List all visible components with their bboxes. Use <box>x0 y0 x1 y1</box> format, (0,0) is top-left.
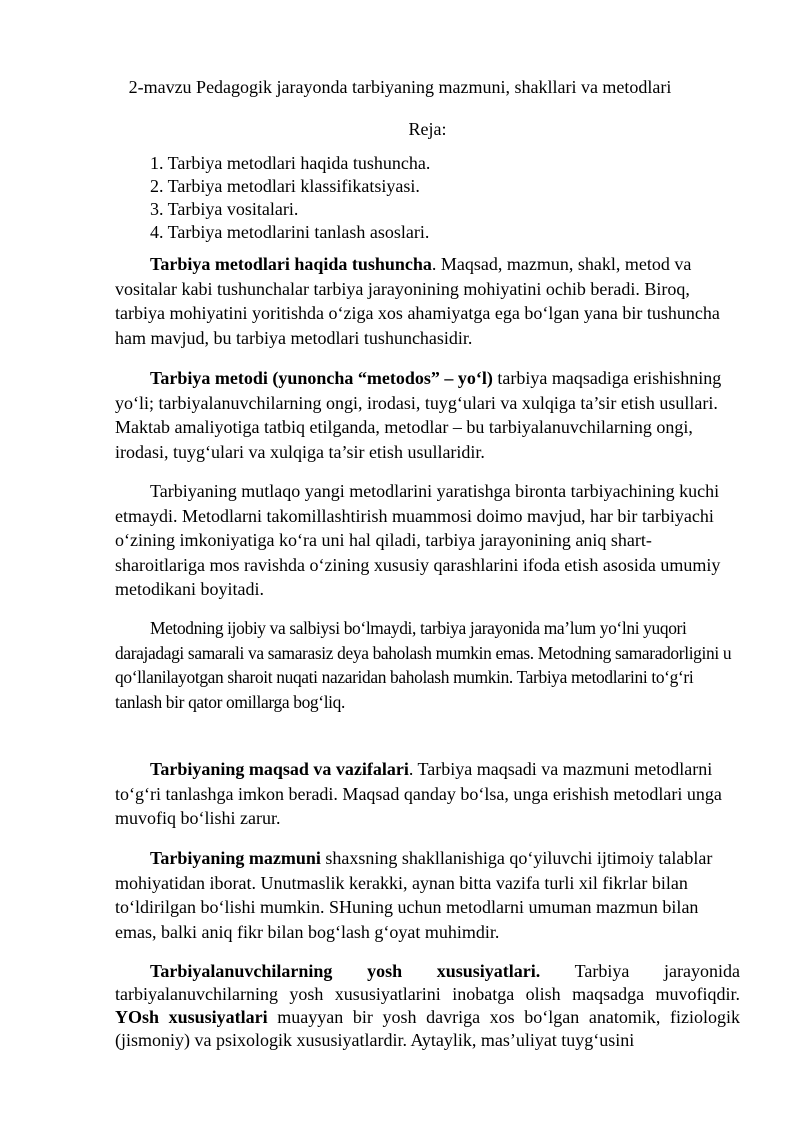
plan-item: 2. Tarbiya metodlari klassifikatsiyasi. <box>150 176 420 196</box>
paragraph-goals <box>115 757 735 831</box>
paragraph-text: Metodning ijobiy va salbiysi bo‘lmaydi, tarbiya jarayonida ma’lum yo‘lni yuqori darajadagi samarali va samarasiz deya baholash mumkin emas. Metodning samaradorligini u qo‘llanilayotgan sharoit nuqati nazaridan baholash mumkin. Tarbiya metodlarini to‘g‘ri tanlash bir qator omillarga bog‘liq. <box>115 618 732 712</box>
paragraph-lead: Tarbiyalanuvchilarning yosh xususiyatlari. <box>150 961 541 981</box>
paragraph-text: tarbiya maqsadiga erishishning yo‘li; tarbiyalanuvchilarning ongi, irodasi, tuyg‘ulari va xulqiga ta’sir etish usullari. Maktab amaliyotiga tatbiq etilganda, metodlar – bu tarbiyalanuvchilarning ongi, irodasi, tuyg‘ulari va xulqiga ta’sir etish usullaridir. <box>115 368 722 462</box>
paragraph-lead: Tarbiya metodi (yunoncha “metodos” – yo‘l) <box>150 368 493 388</box>
paragraph-text: Tarbiya jarayonida tarbiyalanuvchilarning yosh xususiyatlarini inobatga olish maqsadga muvofiqdir. <box>115 961 740 1004</box>
paragraph-text: Tarbiyaning mutlaqo yangi metodlarini yaratishga bironta tarbiyachining kuchi etmaydi. Metodlarni takomillashtirish muammosi doimo mavjud, har bir tarbiyachi o‘zining imkoniyatiga ko‘ra uni hal qiladi, tarbiya jarayonining aniq shart-sharoitlariga mos ravishda o‘zining xususiy qarashlarini ifoda etish asosida umumiy metodikani boyitadi. <box>115 481 721 599</box>
paragraph-text: . Maqsad, mazmun, shakl, metod va vositalar kabi tushunchalar tarbiya jarayonining mohiyatini ochib beradi. Biroq, tarbiya mohiyatini yoritishda o‘ziga xos ahamiyatga ega bo‘lgan yana bir tushuncha ham mavjud, bu tarbiya metodlari tushunchasidir. <box>115 254 720 348</box>
plan-item: 4. Tarbiya metodlarini tanlash asoslari. <box>150 222 430 242</box>
paragraph-method-efficiency <box>115 616 735 714</box>
paragraph-new-methods <box>115 479 735 602</box>
document-title: 2-mavzu Pedagogik jarayonda tarbiyaning mazmuni, shakllari va metodlari <box>128 77 672 97</box>
paragraph-content <box>115 846 735 944</box>
paragraph-text: muayyan bir yosh davriga xos bo‘lgan anatomik, fiziologik (jismoniy) va psixologik xususiyatlardir. Aytaylik, mas’uliyat tuyg‘usini <box>115 1007 740 1050</box>
paragraph-lead: Tarbiyaning mazmuni <box>150 848 321 868</box>
paragraph-method-definition <box>115 366 735 464</box>
paragraph-lead: Tarbiya metodlari haqida tushuncha <box>150 254 432 274</box>
plan-item: 1. Tarbiya metodlari haqida tushuncha. <box>150 153 431 173</box>
paragraph-text: shaxsning shakllanishiga qo‘yiluvchi ijtimoiy talablar mohiyatidan iborat. Unutmaslik kerakki, aynan bitta vazifa turli xil fikrlar bilan to‘ldirilgan bo‘lishi mumkin. SHuning uchun metodlarni umuman mazmun bilan emas, balki aniq fikr bilan bog‘lash g‘oyat muhimdir. <box>115 848 713 942</box>
plan-item: 3. Tarbiya vositalari. <box>150 199 299 219</box>
paragraph-age-features <box>115 960 740 1052</box>
paragraph-lead: Tarbiyaning maqsad va vazifalari <box>150 759 409 779</box>
paragraph-text: . Tarbiya maqsadi va mazmuni metodlarni to‘g‘ri tanlashga imkon beradi. Maqsad qanday bo‘lsa, unga erishish metodlari unga muvofiq bo‘lishi zarur. <box>115 759 722 828</box>
plan-heading: Reja: <box>408 119 447 139</box>
paragraph-term: YOsh xususiyatlari <box>115 1007 268 1027</box>
plan-list <box>150 152 430 244</box>
paragraph-method-concept <box>115 252 735 350</box>
